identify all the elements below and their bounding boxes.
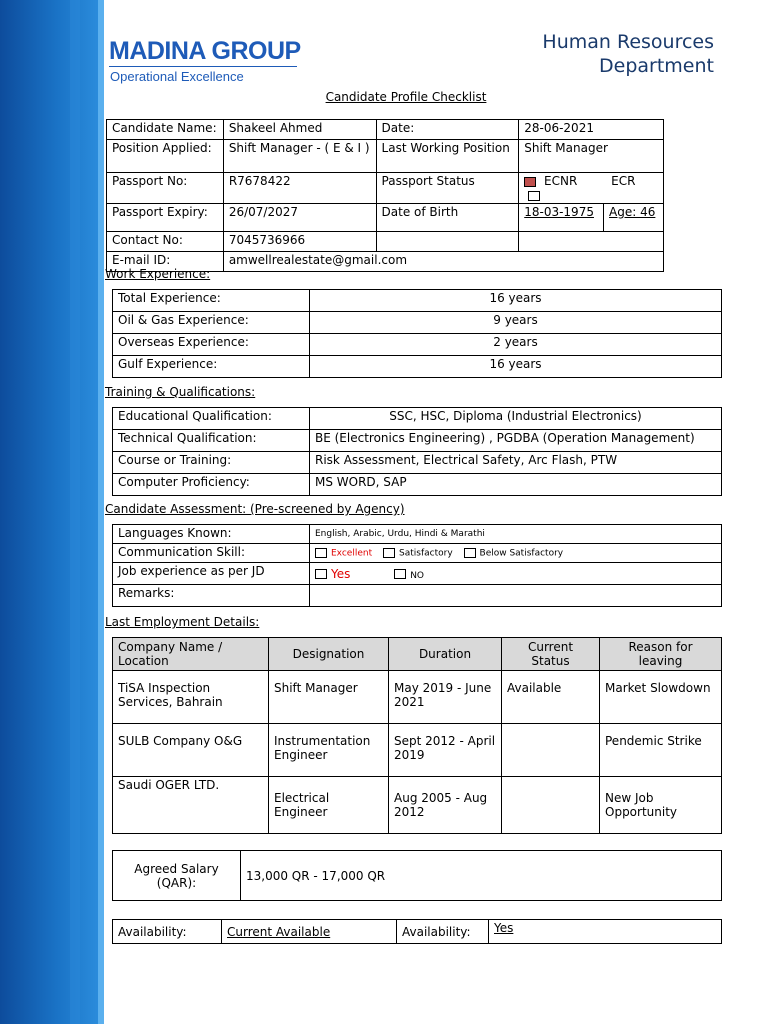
training-value: Risk Assessment, Electrical Safety, Arc Flash, PTW [310, 452, 722, 474]
ecnr-checkbox[interactable] [524, 177, 536, 187]
contact-value: 7045736966 [223, 232, 376, 252]
duration-cell: May 2019 - June 2021 [389, 671, 502, 724]
work-value: 16 years [310, 356, 722, 378]
salary-value: 13,000 QR - 17,000 QR [241, 851, 722, 901]
date-value: 28-06-2021 [519, 120, 664, 140]
availability-value-2: Yes [489, 920, 722, 944]
company-cell: SULB Company O&G [113, 724, 269, 777]
communication-options [310, 544, 722, 563]
name-value: Shakeel Ahmed [223, 120, 376, 140]
work-label: Gulf Experience: [113, 356, 310, 378]
expiry-value: 26/07/2027 [223, 204, 376, 232]
satisfactory-label: Satisfactory [399, 548, 453, 559]
table-row [113, 724, 722, 777]
col-company: Company Name / Location [113, 638, 269, 671]
employment-heading: Last Employment Details: [105, 615, 260, 629]
training-value: MS WORD, SAP [310, 474, 722, 496]
sidebar-stripe [70, 0, 80, 1024]
training-value: SSC, HSC, Diploma (Industrial Electronics) [310, 408, 722, 430]
training-label: Course or Training: [113, 452, 310, 474]
excellent-label: Excellent [331, 548, 373, 559]
contact-empty-2 [519, 232, 664, 252]
yes-checkbox[interactable] [315, 569, 327, 579]
yes-label: Yes [331, 566, 351, 581]
availability-label: Availability: [113, 920, 222, 944]
col-duration: Duration [389, 638, 502, 671]
availability-label-2: Availability: [397, 920, 489, 944]
excellent-checkbox[interactable] [315, 548, 327, 558]
dept-line-2: Department [599, 55, 714, 77]
reason-cell: Pendemic Strike [600, 724, 722, 777]
training-heading: Training & Qualifications: [105, 385, 256, 399]
position-label: Position Applied: [107, 140, 224, 173]
jd-label: Job experience as per JD [113, 563, 310, 585]
training-table [112, 407, 722, 496]
work-label: Total Experience: [113, 290, 310, 312]
status-cell: Available [502, 671, 600, 724]
satisfactory-checkbox[interactable] [383, 548, 395, 558]
assessment-heading: Candidate Assessment: (Pre-screened by Agency) [105, 502, 405, 516]
position-value: Shift Manager - ( E & I ) [223, 140, 376, 173]
dept-line-1: Human Resources [542, 31, 714, 53]
passport-label: Passport No: [107, 173, 224, 204]
contact-empty [376, 232, 519, 252]
col-reason: Reason for leaving [600, 638, 722, 671]
availability-table [112, 919, 722, 944]
designation-cell: Shift Manager [269, 671, 389, 724]
decorative-sidebar [0, 0, 104, 1024]
training-value: BE (Electronics Engineering) , PGDBA (Operation Management) [310, 430, 722, 452]
remarks-value [310, 585, 722, 607]
table-row [113, 671, 722, 724]
training-label: Technical Qualification: [113, 430, 310, 452]
col-designation: Designation [269, 638, 389, 671]
work-value: 16 years [310, 290, 722, 312]
below-satisfactory-checkbox[interactable] [464, 548, 476, 558]
col-status: Current Status [502, 638, 600, 671]
age-value: Age: 46 [604, 204, 664, 232]
passport-status-options [519, 173, 664, 204]
availability-value: Current Available [222, 920, 397, 944]
company-logo: MADINA GROUP [109, 37, 301, 65]
work-value: 9 years [310, 312, 722, 334]
passport-value: R7678422 [223, 173, 376, 204]
logo-tagline: Operational Excellence [110, 69, 244, 84]
status-cell [502, 724, 600, 777]
no-label: NO [410, 570, 425, 581]
work-experience-heading: Work Experience: [105, 267, 211, 281]
expiry-label: Passport Expiry: [107, 204, 224, 232]
work-label: Oil & Gas Experience: [113, 312, 310, 334]
remarks-label: Remarks: [113, 585, 310, 607]
work-label: Overseas Experience: [113, 334, 310, 356]
email-label: E-mail ID: [107, 252, 224, 272]
last-position-value: Shift Manager [519, 140, 664, 173]
sidebar-edge [98, 0, 104, 1024]
date-label: Date: [376, 120, 519, 140]
email-value: amwellrealestate@gmail.com [223, 252, 663, 272]
company-cell: Saudi OGER LTD. [113, 777, 269, 834]
training-label: Educational Qualification: [113, 408, 310, 430]
status-cell [502, 777, 600, 834]
ecr-checkbox[interactable] [528, 191, 540, 201]
dob-label: Date of Birth [376, 204, 519, 232]
logo-underline [109, 66, 297, 67]
department-title [542, 30, 714, 78]
no-checkbox[interactable] [394, 569, 406, 579]
company-cell: TiSA Inspection Services, Bahrain [113, 671, 269, 724]
dob-value: 18-03-1975 [519, 204, 604, 232]
below-satisfactory-label: Below Satisfactory [479, 548, 564, 559]
ecnr-label: ECNR [544, 174, 578, 188]
communication-label: Communication Skill: [113, 544, 310, 563]
page-title: Candidate Profile Checklist [325, 90, 487, 104]
employment-table [112, 637, 722, 834]
contact-label: Contact No: [107, 232, 224, 252]
assessment-table [112, 524, 722, 607]
duration-cell: Aug 2005 - Aug 2012 [389, 777, 502, 834]
designation-cell: Instrumentation Engineer [269, 724, 389, 777]
salary-table [112, 850, 722, 901]
candidate-info-table [106, 119, 664, 272]
languages-label: Languages Known: [113, 525, 310, 544]
training-label: Computer Proficiency: [113, 474, 310, 496]
name-label: Candidate Name: [107, 120, 224, 140]
last-position-label: Last Working Position [376, 140, 519, 173]
passport-status-label: Passport Status [376, 173, 519, 204]
ecr-label: ECR [611, 174, 636, 188]
salary-label: Agreed Salary (QAR): [113, 851, 241, 901]
duration-cell: Sept 2012 - April 2019 [389, 724, 502, 777]
reason-cell: Market Slowdown [600, 671, 722, 724]
work-value: 2 years [310, 334, 722, 356]
languages-value: English, Arabic, Urdu, Hindi & Marathi [310, 525, 722, 544]
work-experience-table [112, 289, 722, 378]
designation-cell: Electrical Engineer [269, 777, 389, 834]
table-row [113, 777, 722, 834]
jd-options [310, 563, 722, 585]
reason-cell: New Job Opportunity [600, 777, 722, 834]
